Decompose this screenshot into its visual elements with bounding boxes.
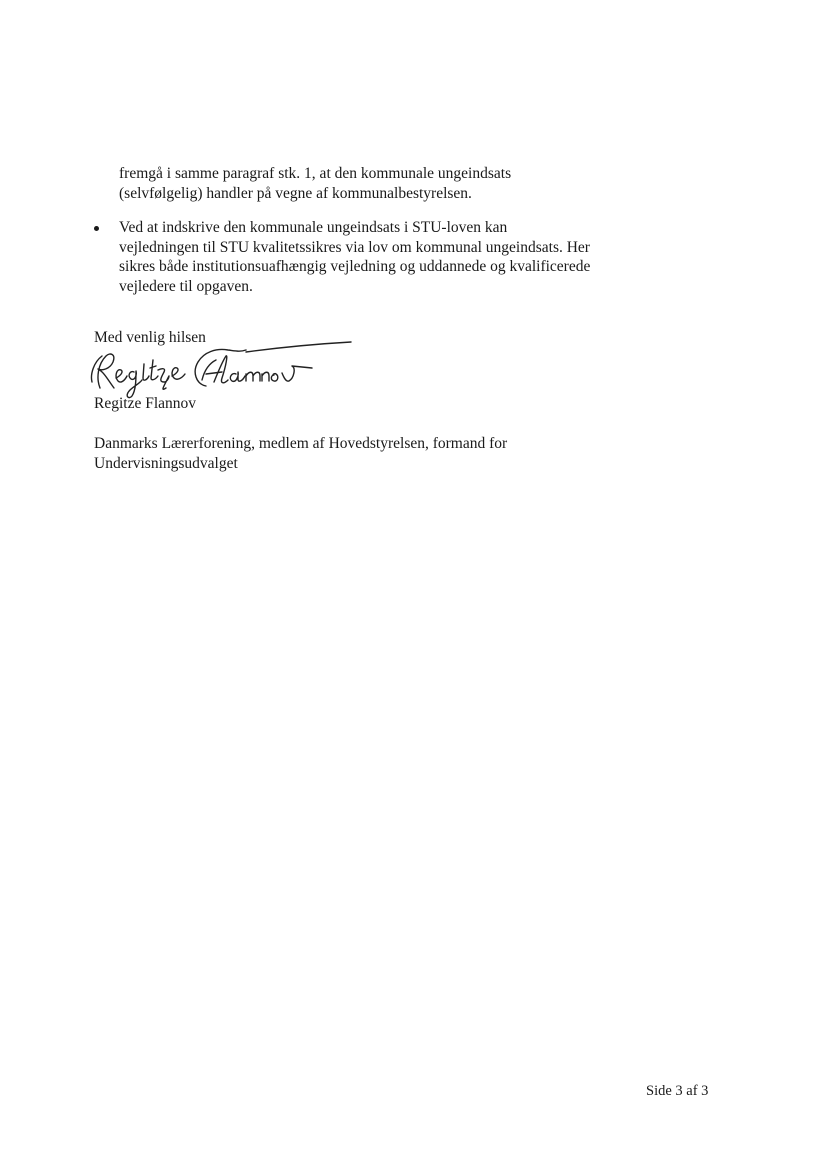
bullet-line: vejledningen til STU kvalitetssikres via lov om kommunal ungeindsats. Her: [119, 238, 590, 256]
page-number: Side 3 af 3: [646, 1083, 709, 1099]
bullet-line: vejledere til opgaven.: [119, 277, 253, 295]
handwritten-signature: [86, 338, 356, 400]
continuation-paragraph: [119, 164, 579, 203]
bullet-icon: [94, 226, 99, 231]
closing-greeting: Med venlig hilsen: [94, 329, 206, 346]
paragraph-line: fremgå i samme paragraf stk. 1, at den kommunale ungeindsats: [119, 165, 512, 182]
bullet-text: [119, 218, 619, 296]
signer-title-line: Danmarks Lærerforening, medlem af Hovedstyrelsen, formand for: [94, 435, 508, 452]
signer-name: Regitze Flannov: [94, 395, 197, 412]
signer-title: [94, 434, 574, 473]
bullet-line: Ved at indskrive den kommunale ungeindsats i STU-loven kan: [119, 219, 508, 236]
paragraph-line: (selvfølgelig) handler på vegne af kommunalbestyrelsen.: [119, 184, 472, 202]
bullet-line: sikres både institutionsuafhængig vejledning og uddannede og kvalificerede: [119, 258, 591, 275]
signer-title-line: Undervisningsudvalget: [94, 454, 238, 472]
